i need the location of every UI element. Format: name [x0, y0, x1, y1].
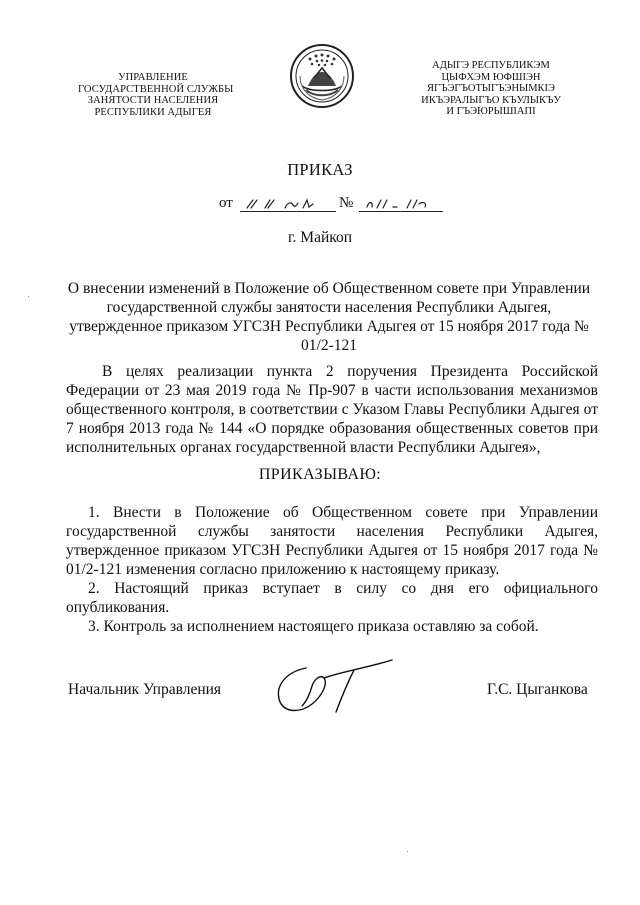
number-prefix: №	[339, 195, 354, 211]
header-left-line: ЗАНЯТОСТИ НАСЕЛЕНИЯ	[87, 95, 219, 106]
order-item: 1. Внести в Положение об Общественном совете при Управлении государственной службы занятости населения Республики Адыгея, утвержденное приказом УГСЗН Республики Адыгея от 15 ноября 2017 года № 01/2-121 изменения согласно приложению к настоящему приказу.	[66, 504, 598, 578]
header-right-line: АДЫГЭ РЕСПУБЛИКЭМ	[432, 60, 550, 71]
order-item: 2. Настоящий приказ вступает в силу со дня его официального опубликования.	[66, 580, 598, 616]
scan-speck	[28, 296, 29, 297]
header-right-line: ИКЪЭРАЛЫГЪО КЪУЛЫКЪУ	[421, 94, 561, 106]
header-right-line: И ГЪЭЮРЫШІАПІ	[446, 106, 536, 117]
handwritten-date-icon	[243, 195, 335, 213]
header-left-line: УПРАВЛЕНИЕ	[118, 72, 188, 83]
date-prefix: от	[219, 195, 233, 211]
handwritten-number-icon	[363, 195, 443, 213]
date-number-line	[213, 195, 453, 217]
header-left-line: ГОСУДАРСТВЕННОЙ СЛУЖБЫ	[78, 83, 234, 95]
header-right-block	[416, 60, 566, 118]
preamble-paragraph: В целях реализации пункта 2 поручения Президента Российской Федерации от 23 мая 2019 года № Пр-907 в части использования механизмов общественного контроля, в соответствии с Указом Главы Республики Адыгея от 7 ноября 2013 года № 144 «О порядке образования общественных советов при исполнительных органах государственной власти Республики Адыгея»,	[66, 363, 598, 456]
order-items	[66, 503, 598, 636]
document-title: ПРИКАЗ	[287, 160, 353, 179]
signatory-title: Начальник Управления	[68, 681, 222, 698]
handwritten-signature-icon	[268, 648, 398, 718]
header-right-line: ЦЫФХЭМ ЮФШІЭН	[441, 71, 541, 83]
city: г. Майкоп	[287, 229, 353, 246]
coat-of-arms-icon	[288, 42, 356, 110]
order-item: 3. Контроль за исполнением настоящего приказа оставляю за собой.	[88, 618, 539, 635]
document-subject: О внесении изменений в Положение об Общественном совете при Управлении государственной службы занятости населения Республики Адыгея, утвержденное приказом УГСЗН Республики Адыгея от 15 ноября 2017 года № 01/2-121	[67, 280, 591, 354]
signatory-name: Г.С. Цыганкова	[487, 681, 588, 698]
scan-speck	[407, 851, 408, 852]
order-heading: ПРИКАЗЫВАЮ:	[258, 466, 382, 483]
header-right-line: ЯГЪЭГЪОТЫГЪЭНЫМКІЭ	[427, 83, 555, 94]
header-left-block	[78, 72, 234, 118]
header-left-line: РЕСПУБЛИКИ АДЫГЕЯ	[94, 106, 212, 118]
